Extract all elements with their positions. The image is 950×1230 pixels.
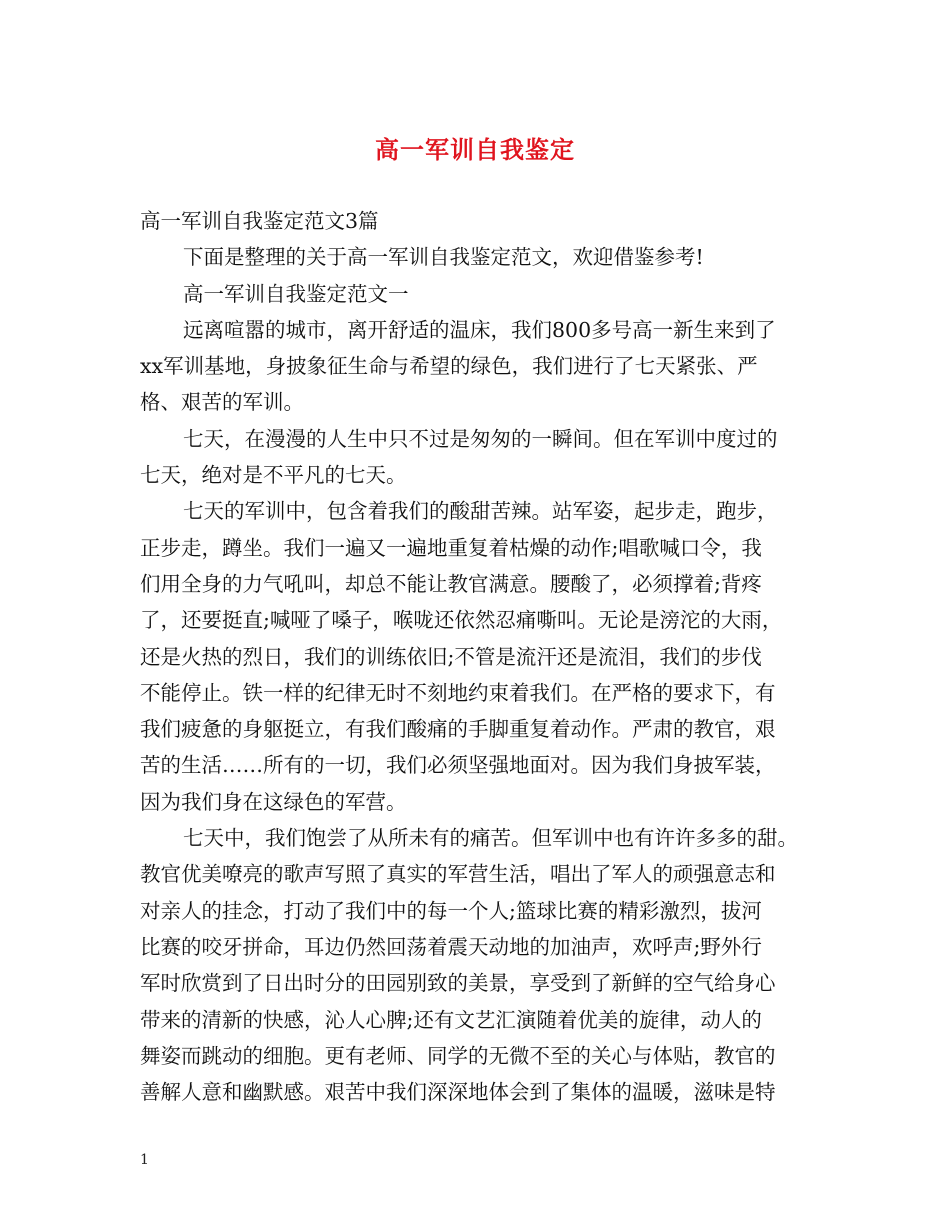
text-line: 因为我们身在这绿色的军营。 [140, 789, 407, 814]
text-line: 苦的生活……所有的一切，我们必须坚强地面对。因为我们身披军装， [140, 753, 776, 778]
text-line: 对亲人的挂念，打动了我们中的每一个人;篮球比赛的精彩激烈，拔河 [140, 898, 762, 923]
document-body [140, 203, 830, 1110]
text-line: 们用全身的力气吼叫，却总不能让教官满意。腰酸了，必须撑着;背疼 [140, 571, 762, 596]
text-line: 我们疲惫的身躯挺立，有我们酸痛的手脚重复着动作。严肃的教官，艰 [140, 717, 776, 742]
text-line: 军时欣赏到了日出时分的田园别致的美景，享受到了新鲜的空气给身心 [140, 971, 776, 996]
text-line: 教官优美嘹亮的歌声写照了真实的军营生活，唱出了军人的顽强意志和 [140, 862, 776, 887]
text-line: 舞姿而跳动的细胞。更有老师、同学的无微不至的关心与体贴，教官的 [140, 1043, 776, 1068]
text-line: 高一军训自我鉴定范文3篇 [140, 209, 379, 233]
text-line: 高一军训自我鉴定范文一 [183, 281, 409, 306]
text-line: 善解人意和幽默感。艰苦中我们深深地体会到了集体的温暖，滋味是特 [140, 1080, 776, 1105]
text-line: 七天的军训中，包含着我们的酸甜苦辣。站军姿，起步走，跑步， [183, 499, 778, 524]
text-line: 了，还要挺直;喊哑了嗓子，喉咙还依然忍痛嘶叫。无论是滂沱的大雨， [140, 608, 783, 633]
text-line: 正步走，蹲坐。我们一遍又一遍地重复着枯燥的动作;唱歌喊口令，我 [140, 535, 762, 560]
text-line: 下面是整理的关于高一军训自我鉴定范文，欢迎借鉴参考! [183, 245, 704, 270]
page-number: 1 [140, 1152, 149, 1168]
text-line: 远离喧嚣的城市，离开舒适的温床，我们800多号高一新生来到了 [183, 317, 776, 342]
text-line: 七天，在漫漫的人生中只不过是匆匆的一瞬间。但在军训中度过的 [183, 426, 778, 451]
text-line: 格、艰苦的军训。 [140, 390, 304, 415]
text-line: 带来的清新的快感，沁人心脾;还有文艺汇演随着优美的旋律，动人的 [140, 1007, 762, 1032]
text-line: 不能停止。铁一样的纪律无时不刻地约束着我们。在严格的要求下，有 [140, 680, 776, 705]
text-line: 七天，绝对是不平凡的七天。 [140, 463, 407, 488]
text-line: xx军训基地，身披象征生命与希望的绿色，我们进行了七天紧张、严 [140, 354, 758, 379]
text-line: 比赛的咬牙拼命，耳边仍然回荡着震天动地的加油声，欢呼声;野外行 [140, 934, 762, 959]
document-title: 高一军训自我鉴定 [375, 135, 575, 164]
text-line: 七天中，我们饱尝了从所未有的痛苦。但军训中也有许许多多的甜。 [183, 826, 798, 851]
text-line: 还是火热的烈日，我们的训练依旧;不管是流汗还是流泪，我们的步伐 [140, 644, 762, 669]
